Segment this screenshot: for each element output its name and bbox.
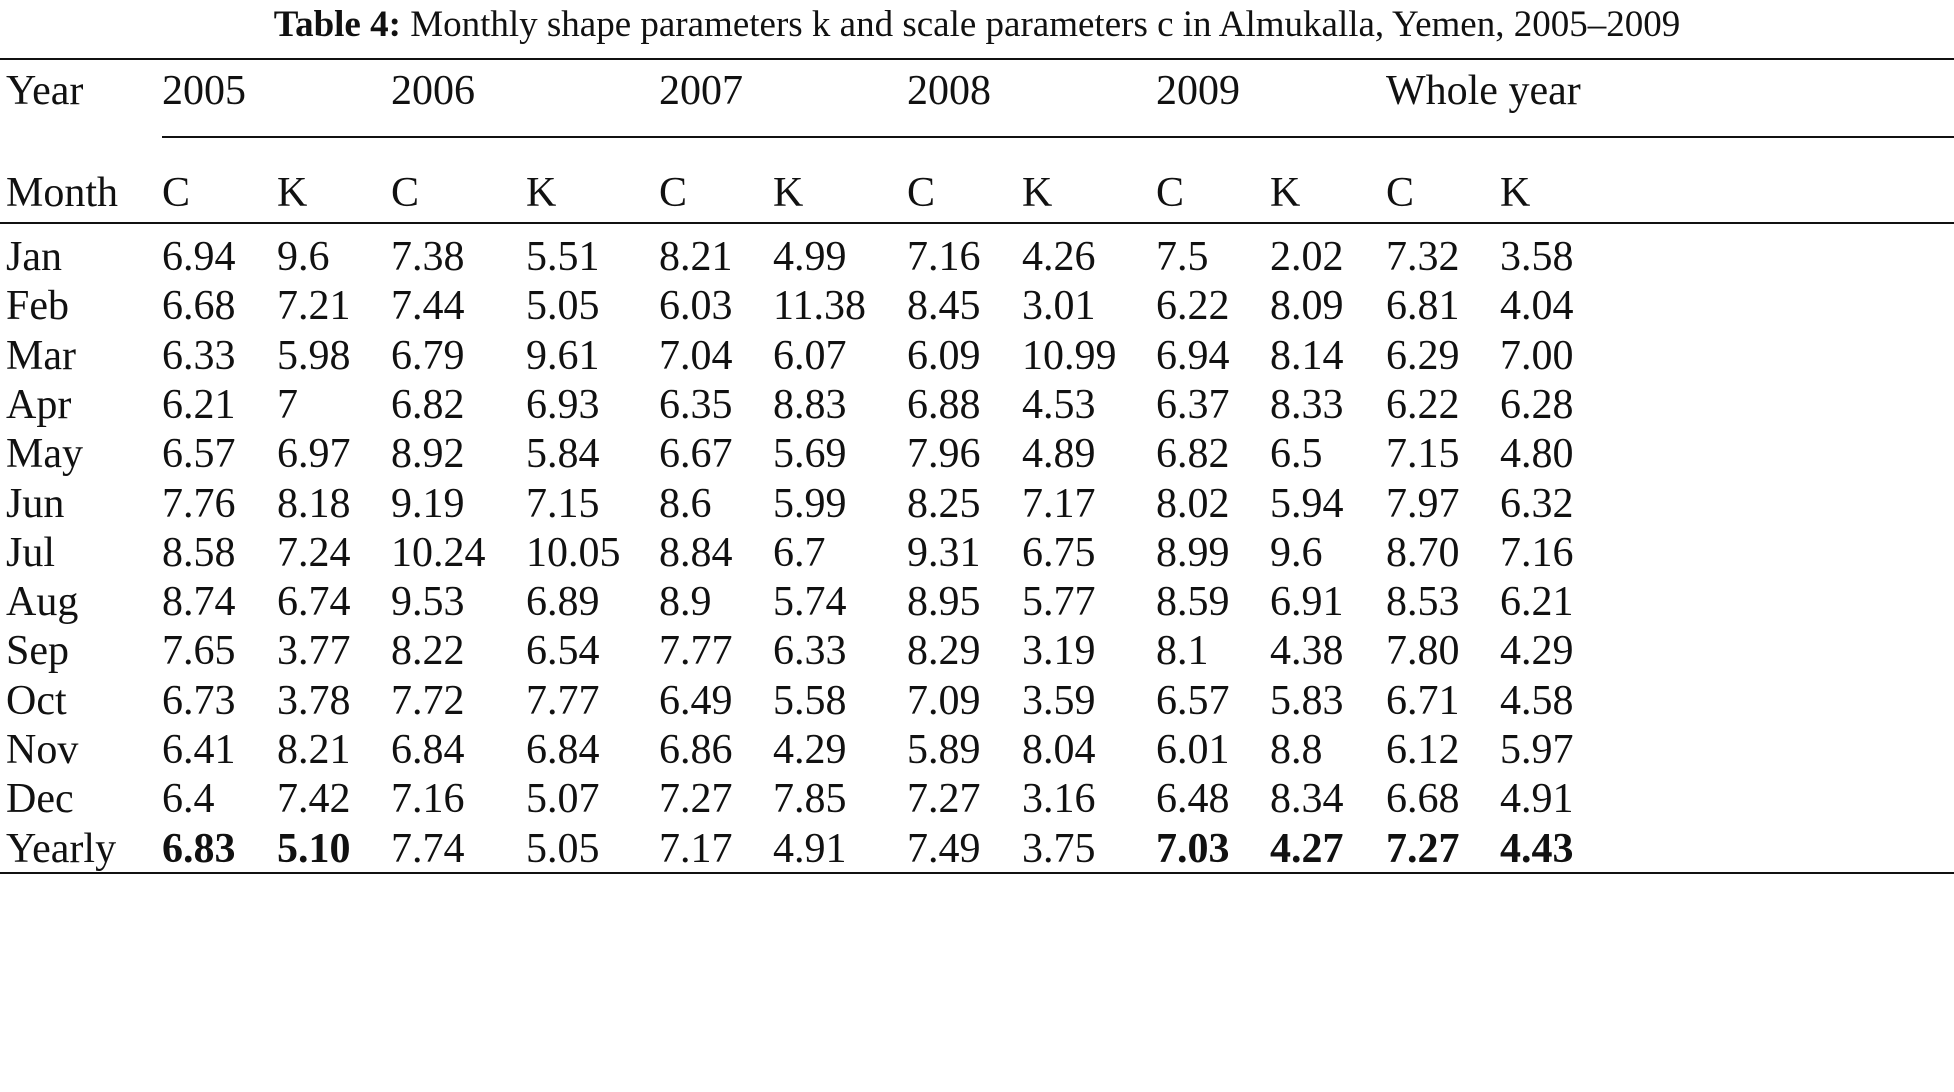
table-cell: 10.24 xyxy=(391,529,486,576)
table-cell: 7.27 xyxy=(1386,825,1460,872)
table-cell: 8.8 xyxy=(1270,727,1323,773)
table-cell: 7.38 xyxy=(391,234,465,280)
table-cell: 6.94 xyxy=(162,234,236,280)
table-cell: 6.7 xyxy=(773,529,826,576)
parameter-column-header: C xyxy=(907,170,936,216)
table-cell: 4.27 xyxy=(1270,825,1344,872)
table-cell: 6.32 xyxy=(1500,480,1574,527)
table-cell: 5.83 xyxy=(1270,677,1344,724)
row-label: Oct xyxy=(6,677,67,724)
year-header: Year xyxy=(6,68,84,114)
table-cell: 7.65 xyxy=(162,628,236,675)
row-label: Yearly xyxy=(6,825,117,872)
table-cell: 8.59 xyxy=(1156,579,1230,626)
year-column-header: 2007 xyxy=(659,68,743,114)
table-cell: 3.01 xyxy=(1022,283,1096,330)
table-cell: 8.33 xyxy=(1270,381,1344,428)
table-cell: 9.19 xyxy=(391,480,465,527)
table-cell: 5.05 xyxy=(526,283,600,330)
table-cell: 5.58 xyxy=(773,677,847,724)
table-cell: 10.05 xyxy=(526,529,621,576)
table-cell: 7.76 xyxy=(162,480,236,527)
table-cell: 3.19 xyxy=(1022,628,1096,675)
year-column-header: 2008 xyxy=(907,68,991,114)
table-cell: 6.88 xyxy=(907,381,981,428)
table-cell: 6.68 xyxy=(162,283,236,330)
table-cell: 6.84 xyxy=(526,727,600,773)
table-cell: 8.04 xyxy=(1022,727,1096,773)
table-cell: 8.21 xyxy=(277,727,351,773)
table-cell: 6.33 xyxy=(773,628,847,675)
table-cell: 6.82 xyxy=(391,381,465,428)
table-cell: 8.95 xyxy=(907,579,981,626)
parameter-column-header: K xyxy=(1270,170,1301,216)
table-cell: 7.16 xyxy=(1500,529,1574,576)
table-cell: 5.84 xyxy=(526,431,600,478)
table-cell: 5.97 xyxy=(1500,727,1574,773)
table-cell: 9.31 xyxy=(907,529,981,576)
table-cell: 7.96 xyxy=(907,431,981,478)
table-cell: 6.81 xyxy=(1386,283,1460,330)
table-cell: 6.21 xyxy=(1500,579,1574,626)
table-cell: 11.38 xyxy=(773,283,866,330)
table-cell: 7 xyxy=(277,381,298,428)
table-cell: 8.45 xyxy=(907,283,981,330)
year-column-header: 2005 xyxy=(162,68,246,114)
row-label: Jun xyxy=(6,480,65,527)
table-cell: 8.21 xyxy=(659,234,733,280)
table-cell: 7.03 xyxy=(1156,825,1230,872)
table-cell: 6.73 xyxy=(162,677,236,724)
parameter-column-header: C xyxy=(391,170,420,216)
table-cell: 3.59 xyxy=(1022,677,1096,724)
table-cell: 8.99 xyxy=(1156,529,1230,576)
table-cell: 8.02 xyxy=(1156,480,1230,527)
caption-text: Monthly shape parameters k and scale parameters c in Almukalla, Yemen, 2005–2009 xyxy=(410,4,1681,45)
table-cell: 6.21 xyxy=(162,381,236,428)
year-column-header: 2009 xyxy=(1156,68,1240,114)
table-cell: 6.71 xyxy=(1386,677,1460,724)
parameter-column-header: K xyxy=(1500,170,1531,216)
table-cell: 3.78 xyxy=(277,677,351,724)
table-cell: 7.27 xyxy=(659,776,733,823)
table-cell: 7.16 xyxy=(907,234,981,280)
table-cell: 5.69 xyxy=(773,431,847,478)
table-cell: 6.28 xyxy=(1500,381,1574,428)
table-cell: 8.53 xyxy=(1386,579,1460,626)
table-cell: 6.75 xyxy=(1022,529,1096,576)
table-cell: 8.84 xyxy=(659,529,733,576)
parameter-column-header: C xyxy=(162,170,191,216)
row-label: Feb xyxy=(6,283,69,330)
table-cell: 6.12 xyxy=(1386,727,1460,773)
row-label: Dec xyxy=(6,776,74,823)
table-cell: 5.94 xyxy=(1270,480,1344,527)
table-cell: 4.58 xyxy=(1500,677,1574,724)
month-header: Month xyxy=(6,170,119,216)
table-cell: 3.77 xyxy=(277,628,351,675)
table-cell: 7.74 xyxy=(391,825,465,872)
table-cell: 6.48 xyxy=(1156,776,1230,823)
table-cell: 9.53 xyxy=(391,579,465,626)
table-cell: 7.77 xyxy=(659,628,733,675)
table-cell: 8.29 xyxy=(907,628,981,675)
table-cell: 6.57 xyxy=(1156,677,1230,724)
table-cell: 5.99 xyxy=(773,480,847,527)
parameter-column-header: K xyxy=(1022,170,1053,216)
table-cell: 6.22 xyxy=(1386,381,1460,428)
table-cell: 7.42 xyxy=(277,776,351,823)
row-label: Mar xyxy=(6,332,76,379)
table-cell: 8.9 xyxy=(659,579,712,626)
table-cell: 7.15 xyxy=(1386,431,1460,478)
table-cell: 6.03 xyxy=(659,283,733,330)
table-cell: 6.49 xyxy=(659,677,733,724)
table-cell: 7.32 xyxy=(1386,234,1460,280)
table-cell: 6.37 xyxy=(1156,381,1230,428)
table-cell: 5.10 xyxy=(277,825,351,872)
table-cell: 5.51 xyxy=(526,234,600,280)
table-cell: 6.97 xyxy=(277,431,351,478)
table-cell: 8.58 xyxy=(162,529,236,576)
parameter-column-header: C xyxy=(659,170,688,216)
table-cell: 6.01 xyxy=(1156,727,1230,773)
table-cell: 4.53 xyxy=(1022,381,1096,428)
table-cell: 10.99 xyxy=(1022,332,1117,379)
row-label: Jan xyxy=(6,234,62,280)
table-cell: 8.83 xyxy=(773,381,847,428)
table-cell: 8.22 xyxy=(391,628,465,675)
header-bottom-rule xyxy=(0,222,1954,224)
table-cell: 4.29 xyxy=(773,727,847,773)
row-label: Jul xyxy=(6,529,56,576)
table-cell: 6.74 xyxy=(277,579,351,626)
table-cell: 6.29 xyxy=(1386,332,1460,379)
table-cell: 7.97 xyxy=(1386,480,1460,527)
table-cell: 7.5 xyxy=(1156,234,1209,280)
table-cell: 6.93 xyxy=(526,381,600,428)
caption-label: Table 4: xyxy=(273,4,401,45)
table-cell: 4.26 xyxy=(1022,234,1096,280)
table-cell: 7.72 xyxy=(391,677,465,724)
table-cell: 4.99 xyxy=(773,234,847,280)
table-cell: 7.15 xyxy=(526,480,600,527)
table-cell: 8.70 xyxy=(1386,529,1460,576)
parameter-column-header: K xyxy=(526,170,557,216)
row-label: Sep xyxy=(6,628,69,675)
table-cell: 7.77 xyxy=(526,677,600,724)
table-cell: 4.04 xyxy=(1500,283,1574,330)
table-cell: 6.07 xyxy=(773,332,847,379)
table-caption xyxy=(0,0,1954,60)
row-label: Nov xyxy=(6,727,79,773)
parameter-column-header: C xyxy=(1156,170,1185,216)
table-cell: 6.83 xyxy=(162,825,236,872)
parameter-column-header: C xyxy=(1386,170,1415,216)
table-cell: 5.05 xyxy=(526,825,600,872)
table-cell: 8.74 xyxy=(162,579,236,626)
table-cell: 3.75 xyxy=(1022,825,1096,872)
table-cell: 7.80 xyxy=(1386,628,1460,675)
year-span-rule xyxy=(162,136,1954,138)
table-cell: 8.1 xyxy=(1156,628,1209,675)
table-cell: 6.22 xyxy=(1156,283,1230,330)
table-cell: 5.07 xyxy=(526,776,600,823)
table-cell: 4.38 xyxy=(1270,628,1344,675)
table-cell: 4.29 xyxy=(1500,628,1574,675)
table-cell: 6.57 xyxy=(162,431,236,478)
parameter-column-header: K xyxy=(773,170,804,216)
table-cell: 2.02 xyxy=(1270,234,1344,280)
table-cell: 6.91 xyxy=(1270,579,1344,626)
row-label: Apr xyxy=(6,381,72,428)
table-cell: 3.58 xyxy=(1500,234,1574,280)
top-rule xyxy=(0,58,1954,60)
table-cell: 8.25 xyxy=(907,480,981,527)
table-cell: 9.6 xyxy=(277,234,330,280)
row-label: May xyxy=(6,431,83,478)
table-cell: 6.79 xyxy=(391,332,465,379)
table-cell: 6.89 xyxy=(526,579,600,626)
table-cell: 8.09 xyxy=(1270,283,1344,330)
table-cell: 5.89 xyxy=(907,727,981,773)
table-cell: 8.92 xyxy=(391,431,465,478)
table-cell: 6.68 xyxy=(1386,776,1460,823)
table-cell: 7.17 xyxy=(1022,480,1096,527)
table-cell: 4.91 xyxy=(773,825,847,872)
table-cell: 4.80 xyxy=(1500,431,1574,478)
table-cell: 6.82 xyxy=(1156,431,1230,478)
table-cell: 9.6 xyxy=(1270,529,1323,576)
parameter-column-header: K xyxy=(277,170,308,216)
table-cell: 3.16 xyxy=(1022,776,1096,823)
table-cell: 6.84 xyxy=(391,727,465,773)
table-cell: 6.09 xyxy=(907,332,981,379)
table-cell: 8.34 xyxy=(1270,776,1344,823)
table-cell: 5.74 xyxy=(773,579,847,626)
table-cell: 6.86 xyxy=(659,727,733,773)
table-cell: 7.85 xyxy=(773,776,847,823)
year-column-header: Whole year xyxy=(1386,68,1581,114)
table-cell: 7.44 xyxy=(391,283,465,330)
table-cell: 6.67 xyxy=(659,431,733,478)
table-cell: 8.6 xyxy=(659,480,712,527)
year-column-header: 2006 xyxy=(391,68,475,114)
row-label: Aug xyxy=(6,579,79,626)
table-cell: 4.43 xyxy=(1500,825,1574,872)
table-cell: 6.35 xyxy=(659,381,733,428)
table-cell: 6.94 xyxy=(1156,332,1230,379)
table-cell: 6.4 xyxy=(162,776,215,823)
table-cell: 7.09 xyxy=(907,677,981,724)
table-cell: 6.41 xyxy=(162,727,236,773)
table-cell: 8.14 xyxy=(1270,332,1344,379)
table-cell: 6.33 xyxy=(162,332,236,379)
table-cell: 9.61 xyxy=(526,332,600,379)
table-cell: 4.89 xyxy=(1022,431,1096,478)
table-cell: 5.77 xyxy=(1022,579,1096,626)
table-cell: 7.24 xyxy=(277,529,351,576)
table-cell: 7.16 xyxy=(391,776,465,823)
table-cell: 7.17 xyxy=(659,825,733,872)
table-cell: 7.21 xyxy=(277,283,351,330)
table-cell: 5.98 xyxy=(277,332,351,379)
table-cell: 7.27 xyxy=(907,776,981,823)
table-cell: 6.54 xyxy=(526,628,600,675)
table-cell: 6.5 xyxy=(1270,431,1323,478)
table-cell: 4.91 xyxy=(1500,776,1574,823)
table-cell: 7.49 xyxy=(907,825,981,872)
table-cell: 7.04 xyxy=(659,332,733,379)
table-cell: 7.00 xyxy=(1500,332,1574,379)
table-cell: 8.18 xyxy=(277,480,351,527)
